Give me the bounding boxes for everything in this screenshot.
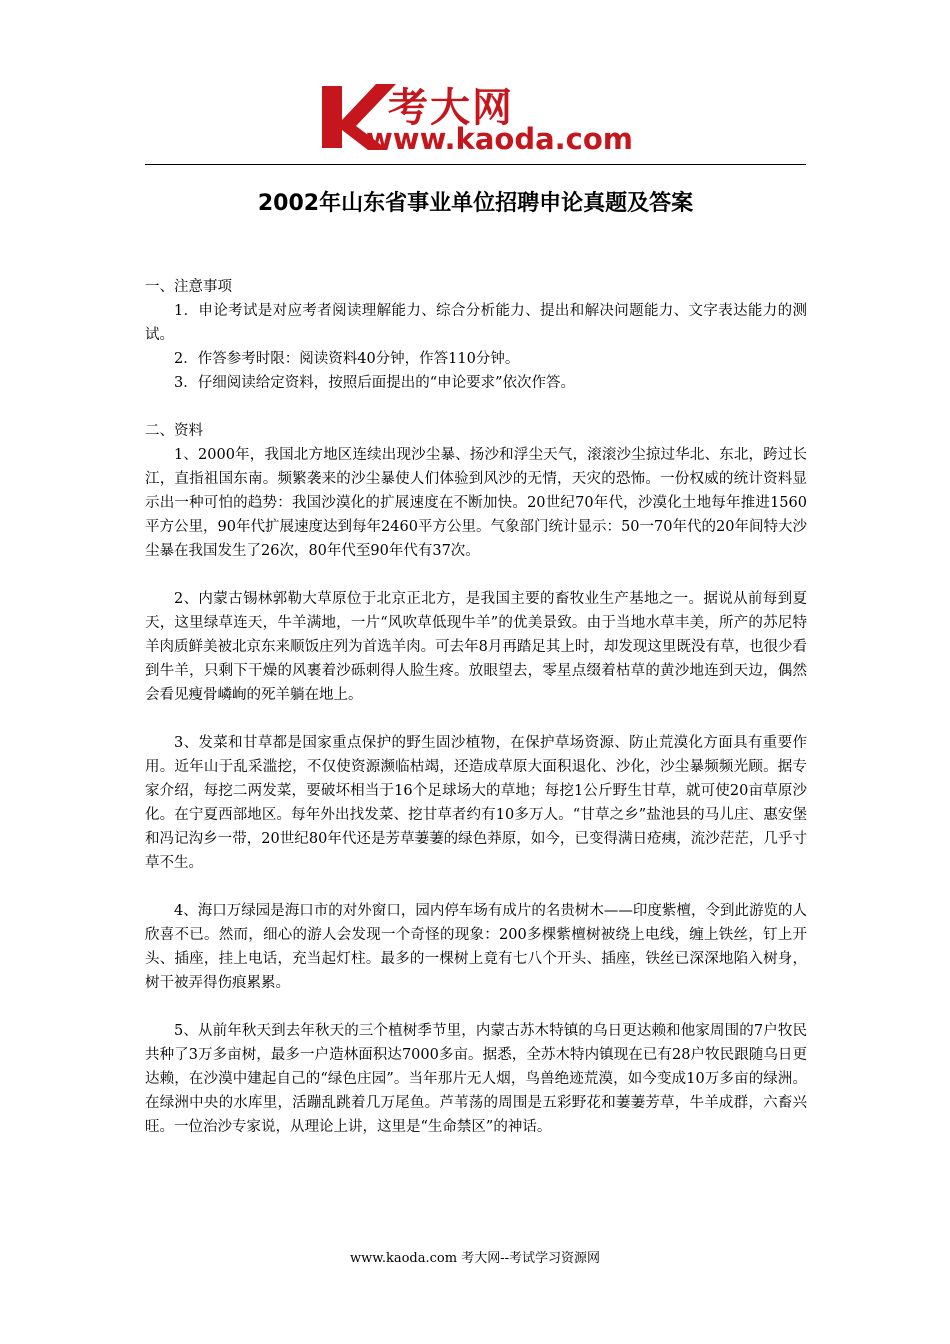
logo-chinese-text: 考大网 (388, 85, 514, 131)
list-item: 3．仔细阅读给定资料，按照后面提出的“申论要求”依次作答。 (174, 375, 576, 391)
page-footer: www.kaoda.com 考大网--考试学习资源网 (350, 1251, 600, 1266)
paragraph: 4、海口万绿园是海口市的对外窗口，园内停车场有成片的名贵树木——印度紫檀，令到此游览的人欣喜不已。然而，细心的游人会发现一个奇怪的现象：200多棵紫檀树被绕上电线，缠上铁丝，钉上开头、插座，挂上电话，充当起灯柱。最多的一棵树上竟有七八个开头、插座，铁丝已深深地陷入树身，树干被弄得伤痕累累。 (145, 903, 807, 991)
document-body (145, 275, 807, 1139)
header-divider (145, 164, 806, 165)
kaoda-logo (318, 78, 638, 158)
list-item: 1．申论考试是对应考者阅读理解能力、综合分析能力、提出和解决问题能力、文字表达能力的测试。 (145, 303, 807, 343)
paragraph: 3、发菜和甘草都是国家重点保护的野生固沙植物，在保护草场资源、防止荒漠化方面具有重要作用。近年山于乱采滥挖，不仅使资源濒临枯竭，还造成草原大面积退化、沙化，沙尘暴频频光顾。据专家介绍，每挖二两发菜，要破坏相当于16个足球场大的草地；每挖1公斤野生甘草，就可使20亩草原沙化。在宁夏西部地区。每年外出找发菜、挖甘草者约有10多万人。“甘草之乡”盐池县的马儿庄、惠安堡和冯记沟乡一带，20世纪80年代还是芳草萋萋的绿色莽原，如今，已变得满日疮痍，流沙茫茫，几乎寸草不生。 (145, 735, 807, 871)
list-item: 2．作答参考时限：阅读资料40分钟，作答110分钟。 (174, 351, 520, 367)
logo-url-text: www.kaoda.com (366, 122, 633, 156)
section-heading: 二、资料 (145, 423, 203, 439)
paragraph: 1、2000年，我国北方地区连续出现沙尘暴、扬沙和浮尘天气，滚滚沙尘掠过华北、东北，跨过长江，直指祖国东南。频繁袭来的沙尘暴使人们体验到风沙的无情，天灾的恐怖。一份权威的统计资料显示出一种可怕的趋势：我国沙漠化的扩展速度在不断加快。20世纪70年代，沙漠化土地每年推进1560平方公里，90年代扩展速度达到每年2460平方公里。气象部门统计显示：50一70年代的20年间特大沙尘暴在我国发生了26次，80年代至90年代有37次。 (145, 447, 807, 559)
paragraph: 2、内蒙古锡林郭勒大草原位于北京正北方，是我国主要的畜牧业生产基地之一。据说从前每到夏天，这里绿草连天，牛羊满地，一片“风吹草低现牛羊”的优美景致。由于当地水草丰美，所产的苏尼特羊肉质鲜美被北京东来顺饭庄列为首选羊肉。可去年8月再踏足其上时，却发现这里既没有草，也很少看到牛羊，只剩下干燥的风裹着沙砾刺得人脸生疼。放眼望去，零星点缀着枯草的黄沙地连到天边，偶然会看见瘦骨嶙峋的死羊躺在地上。 (145, 591, 807, 703)
document-title: 2002年山东省事业单位招聘申论真题及答案 (257, 191, 694, 216)
paragraph: 5、从前年秋天到去年秋天的三个植树季节里，内蒙古苏木特镇的乌日更达赖和他家周围的7户牧民共种了3万多亩树，最多一户造林面积达7000多亩。据悉，全苏木特内镇现在已有28户牧民跟随乌日更达赖，在沙漠中建起自己的“绿色庄园”。当年那片无人烟，鸟兽绝迹荒漠，如今变成10万多亩的绿洲。在绿洲中央的水库里，活蹦乱跳着几万尾鱼。芦苇荡的周围是五彩野花和萋萋芳草，牛羊成群，六畜兴旺。一位治沙专家说，从理论上讲，这里是“生命禁区”的神话。 (145, 1023, 807, 1135)
section-heading: 一、注意事项 (145, 279, 232, 295)
